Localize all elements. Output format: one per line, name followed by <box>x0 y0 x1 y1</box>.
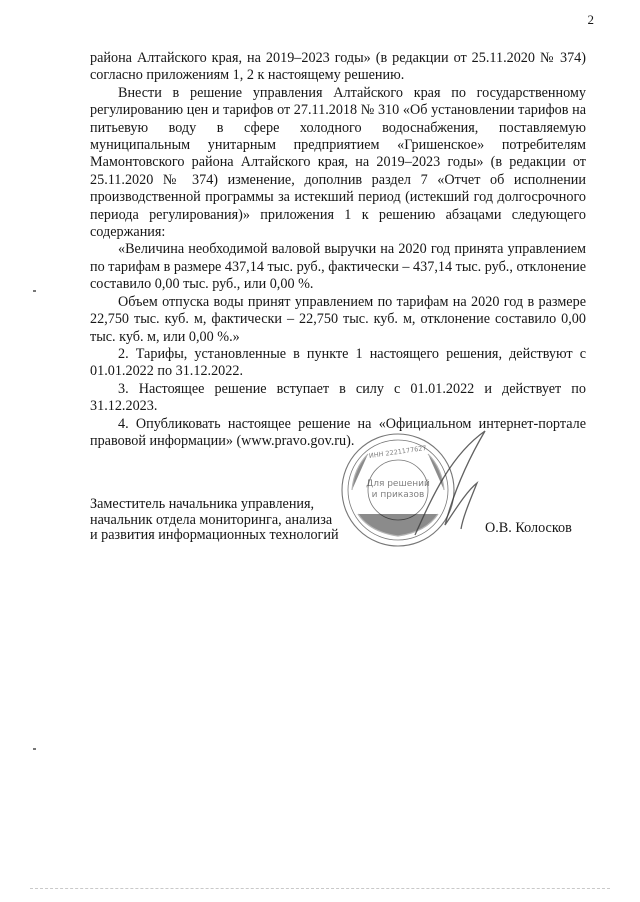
paragraph-item-3: 3. Настоящее решение вступает в силу с 01.01.2022 и действует по 31.12.2023. <box>90 380 586 415</box>
paragraph-item-2: 2. Тарифы, установленные в пункте 1 настоящего решения, действуют с 01.01.2022 по 31.12.2022. <box>90 345 586 380</box>
signer-position <box>90 497 339 544</box>
margin-mark <box>33 290 36 292</box>
paragraph-item-4: 4. Опубликовать настоящее решение на «Официальном интернет-портале правовой информации» (www.pravo.gov.ru). <box>90 415 586 449</box>
scan-edge-line <box>30 888 610 889</box>
paragraph-revenue: «Величина необходимой валовой выручки на 2020 год принята управлением по тарифам в размере 437,14 тыс. руб., фактически – 437,14 тыс. руб., отклонение составило 0,00 тыс. руб., или 0,00 %. <box>90 241 586 293</box>
paragraph-water-volume: Объем отпуска воды принят управлением по тарифам на 2020 год в размере 22,750 тыс. куб. м, фактически – 22,750 тыс. куб. м, отклонение составило 0,00 тыс. куб. м, или 0,00 %.» <box>90 293 586 345</box>
signer-position-line: Заместитель начальника управления, <box>90 496 315 512</box>
handwritten-signature <box>405 425 495 545</box>
page-number: 2 <box>587 12 594 27</box>
paragraph-continuation: района Алтайского края, на 2019–2023 годы» (в редакции от 25.11.2020 № 374) согласно приложениям 1, 2 к настоящему решению. <box>90 50 586 84</box>
signer-position-line: и развития информационных технологий <box>90 527 339 544</box>
paragraph-amendment: Внести в решение управления Алтайского края по государственному регулированию цен и тарифов от 27.11.2018 № 310 «Об установлении тарифов на питьевую воду в сфере холодного водоснабжения, поставляемую муниципальным унитарным предприятием «Гришенское» потребителям Мамонтовского района Алтайского края, на 2019–2023 годы» (в редакции от 25.11.2020 № 374) изменение, дополнив раздел 7 «Отчет об исполнении производственной программы за истекший период (истекший год долгосрочного периода регулирования)» приложения 1 к решению абзацами следующего содержания: <box>90 84 586 241</box>
signer-name: О.В. Колосков <box>485 520 572 536</box>
stamp-inn: ИНН 2221177627 <box>368 444 428 461</box>
signer-position-line: начальник отдела мониторинга, анализа <box>90 511 333 528</box>
document-body <box>90 50 586 450</box>
margin-mark <box>33 748 36 750</box>
stamp-center-line: и приказов <box>371 490 425 500</box>
stamp-center-line: Для решений <box>366 479 430 489</box>
